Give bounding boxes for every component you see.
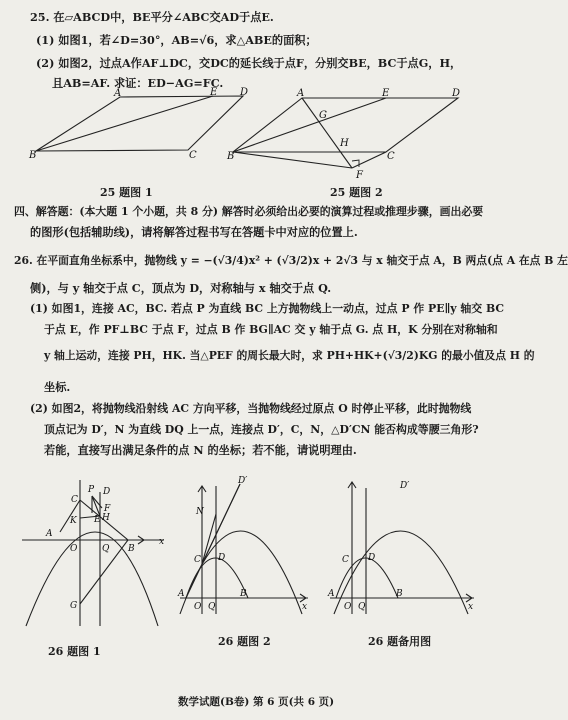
point-label-a-2: A xyxy=(297,88,305,99)
q26-part2-line-3: 若能，直接写出满足条件的点 N 的坐标；若不能，请说明理由. xyxy=(44,443,357,457)
point-label-g: G xyxy=(319,110,327,121)
point-label-d: D xyxy=(240,87,249,98)
q26-part1-line-2: 于点 E，作 PF⊥BC 于点 F，过点 B 作 BG∥AC 交 y 轴于点 G. 点 H，K 分别在对称轴和 xyxy=(44,323,498,336)
q25-fig1-caption: 25 题图 1 xyxy=(100,186,153,199)
q26-figure-3 xyxy=(328,478,478,618)
label-d: D xyxy=(103,487,111,497)
label-p: P xyxy=(88,485,95,495)
q26-part2-line-1: (2) 如图2，将抛物线沿射线 AC 方向平移，当抛物线经过原点 O 时停止平移，此时抛物线 xyxy=(30,402,472,415)
label-h: H xyxy=(102,513,110,523)
label-g: G xyxy=(70,601,78,611)
segment-bf xyxy=(233,152,352,168)
q25-line-4: 且AB=AF. 求证：ED−AG=FC. xyxy=(52,76,224,90)
label-q: Q xyxy=(208,602,216,612)
label-a: A xyxy=(328,589,335,599)
label-e: E xyxy=(94,515,101,525)
label-d: D xyxy=(218,553,226,563)
q26-line-1: 26. 在平面直角坐标系中，抛物线 y = −(√3/4)x² + (√3/2)x + 2√3 与 x 轴交于点 A，B 两点(点 A 在点 B 左 xyxy=(14,254,568,267)
label-d-prime: D′ xyxy=(400,481,410,491)
q25-figure-2 xyxy=(228,88,468,180)
q25-line-1: 25. 在▱ABCD中，BE平分∠ABC交AD于点E. xyxy=(30,10,274,24)
translated-parabola xyxy=(334,531,468,614)
segment-be xyxy=(36,96,213,151)
q25-fig2-caption: 25 题图 2 xyxy=(330,186,383,199)
label-o: O xyxy=(194,602,202,612)
point-label-a: A xyxy=(114,88,122,99)
q26-fig3-caption: 26 题备用图 xyxy=(368,635,432,648)
segment-be-2 xyxy=(233,98,386,152)
segment-af xyxy=(302,98,352,168)
label-q: Q xyxy=(102,544,110,554)
label-x: x xyxy=(468,602,474,612)
q26-part2-line-2: 顶点记为 D′，N 为直线 DQ 上一点，连接点 D′，C，N，△D′CN 能否构成等腰三角形? xyxy=(44,423,479,436)
parabola xyxy=(26,532,158,626)
section4-line-1: 四、解答题：(本大题 1 个小题，共 8 分) 解答时必须给出必要的演算过程或推理步骤，画出必要 xyxy=(14,205,484,218)
q26-line-2: 侧)，与 y 轴交于点 C，顶点为 D，对称轴与 x 轴交于点 Q. xyxy=(30,281,332,295)
label-o: O xyxy=(70,544,78,554)
q26-part1-line-3: y 轴上运动，连接 PH，HK. 当△PEF 的周长最大时，求 PH+HK+(√3/2)KG 的最小值及点 H 的 xyxy=(44,349,535,362)
page-footer: 数学试题(B卷) 第 6 页(共 6 页) xyxy=(178,696,335,708)
label-c: C xyxy=(194,555,201,565)
point-label-c-2: C xyxy=(387,151,395,162)
q26-figure-1 xyxy=(18,478,168,628)
q25-line-3: (2) 如图2，过点A作AF⊥DC，交DC的延长线于点F，分别交BE，BC于点G，H， xyxy=(36,56,462,70)
label-b: B xyxy=(240,589,247,599)
q26-fig1-caption: 26 题图 1 xyxy=(48,645,101,658)
q25-figure-1 xyxy=(28,88,248,163)
section4-line-2: 的图形(包括辅助线)，请将解答过程书写在答题卡中对应的位置上. xyxy=(30,225,358,239)
label-f: F xyxy=(104,504,111,514)
q26-figure-2 xyxy=(178,478,313,618)
label-o: O xyxy=(344,602,352,612)
label-d: D xyxy=(368,553,376,563)
point-label-b-2: B xyxy=(227,151,235,162)
point-label-b: B xyxy=(29,150,37,161)
label-k: K xyxy=(70,516,77,526)
label-c: C xyxy=(342,555,349,565)
label-x: x xyxy=(302,602,308,612)
q26-part1-line-1: (1) 如图1，连接 AC，BC. 若点 P 为直线 BC 上方抛物线上一动点，过点 P 作 PE∥y 轴交 BC xyxy=(30,302,505,315)
label-c: C xyxy=(71,495,78,505)
point-label-h: H xyxy=(340,138,349,149)
point-label-e: E xyxy=(210,87,218,98)
point-label-c: C xyxy=(189,150,197,161)
point-label-f: F xyxy=(356,170,363,181)
label-a: A xyxy=(46,529,53,539)
label-b: B xyxy=(128,544,135,554)
segment-cd-prime xyxy=(202,484,240,564)
label-x: x xyxy=(159,537,165,547)
point-label-e-2: E xyxy=(382,88,390,99)
point-label-d-2: D xyxy=(452,88,461,99)
label-a: A xyxy=(178,589,185,599)
label-q: Q xyxy=(358,602,366,612)
q25-line-2: (1) 如图1，若∠D=30°，AB=√6，求△ABE的面积； xyxy=(36,33,317,47)
label-d-prime: D′ xyxy=(238,476,248,486)
parallelogram-abcd xyxy=(36,96,243,151)
label-n: N xyxy=(196,507,204,517)
q26-part1-line-4: 坐标. xyxy=(44,380,71,394)
q26-fig2-caption: 26 题图 2 xyxy=(218,635,271,648)
label-b: B xyxy=(396,589,403,599)
